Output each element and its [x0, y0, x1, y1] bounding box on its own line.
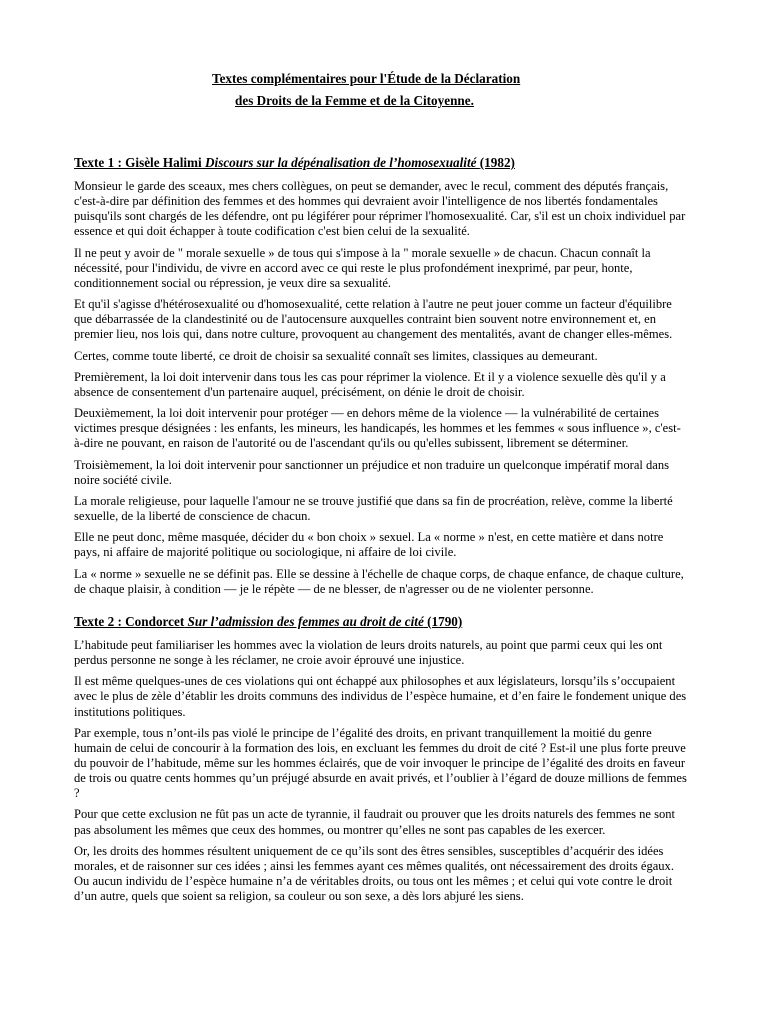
paragraph: Par exemple, tous n’ont-ils pas violé le principe de l’égalité des droits, en privant tranquillement la moitié du genre humain de celui de concourir à la formation des lois, en excluant les femmes du droit de cité ? Est-il une plus forte preuve du pouvoir de l’habitude, même sur les hommes éclairés, que de voir invoquer le principe de l’égalité des droits en faveur de trois ou quatre cents hommes qu’un préjugé absurde en avait privés, et l’oublier à l’égard de douze millions de femmes ? — [74, 725, 687, 801]
paragraph: Monsieur le garde des sceaux, mes chers collègues, on peut se demander, avec le recul, comment des députés français, c'est-à-dire par définition des femmes et des hommes qui devraient avoir l'intelligence de nos libertés fondamentales puisqu'ils sont chargés de les défendre, ont pu légiférer pour réprimer l'homosexualité. Car, s'il est un choix individuel par essence et qui doit échapper à toute codification c'est bien celui de la sexualité. — [74, 179, 686, 239]
paragraph: Troisièmement, la loi doit intervenir pour sanctionner un préjudice et non traduire un quelconque impératif moral dans noire société civile. — [74, 457, 670, 487]
paragraph: L’habitude peut familiariser les hommes avec la violation de leurs droits naturels, au point que parmi ceux qui les ont perdus personne ne songe à les réclamer, ne croie avoir éprouvé une injustice. — [74, 637, 663, 668]
document-title-line-1: Textes complémentaires pour l'Étude de la Déclaration — [212, 71, 521, 86]
paragraph: Elle ne peut donc, même masquée, décider du « bon choix » sexuel. La « norme » n'est, en cette matière et dans notre pays, ni affaire de majorité politique ou sociologique, ni affaire de loi civile. — [74, 530, 664, 560]
paragraph: Il est même quelques-unes de ces violations qui ont échappé aux philosophes et aux législateurs, lorsqu’ils s’occupaient avec le plus de zèle d’établir les droits communs des individus de l’espèce humaine, et d’en faire le fondement unique des institutions politiques. — [74, 674, 687, 719]
heading-work-title: Sur l’admission des femmes au droit de cité — [187, 613, 424, 629]
paragraph: Il ne peut y avoir de " morale sexuelle » de tous qui s'impose à la " morale sexuelle » de chacun. Chacun connaît la nécessité, pour l'individu, de vivre en accord avec ce qui reste le plus profondément inexprimé, par peur, honte, conditionnement social ou répression, je veux dire sa sexualité. — [74, 245, 651, 290]
paragraph: Certes, comme toute liberté, ce droit de choisir sa sexualité connaît ses limites, classiques au demeurant. — [74, 348, 598, 363]
section-heading — [74, 154, 690, 171]
heading-label: Texte 2 : Condorcet — [74, 613, 185, 629]
text-section-2 — [74, 613, 690, 904]
paragraph: La « norme » sexuelle ne se définit pas. Elle se dessine à l'échelle de chaque corps, de chaque enfance, de chaque culture, de chaque plaisir, à condition — je le répète — de ne blesser, de n'agresser ou de ne violenter personne. — [74, 566, 684, 596]
paragraph: Premièrement, la loi doit intervenir dans tous les cas pour réprimer la violence. Et il y a violence sexuelle dès qu'il y a absence de consentement d'un partenaire auquel, précisément, on dénie le droit de choisir. — [74, 369, 666, 399]
heading-year: (1982) — [479, 155, 515, 170]
document-body — [74, 154, 690, 910]
heading-label: Texte 1 : Gisèle Halimi — [74, 155, 202, 170]
paragraph: Deuxièmement, la loi doit intervenir pour protéger — en dehors même de la violence — la vulnérabilité de certaines victimes presque désignées : les enfants, les mineurs, les handicapés, les hommes et les femmes « sous influence », c'est-à-dire ne pouvant, en raison de l'autorité ou de l'ascendant qu'ils ou qu'elles subissent, librement se déterminer. — [74, 406, 681, 451]
paragraph: Et qu'il s'agisse d'hétérosexualité ou d'homosexualité, cette relation à l'autre ne peut jouer comme un facteur d'équilibre que débarrassée de la clandestinité ou de l'autocensure auxquelles contraint bien souvent notre environnement et, en premier lieu, nos lois qui, dans notre culture, provoquent au changement des mentalités, avant de changer elles-mêmes. — [74, 297, 673, 342]
heading-work-title: Discours sur la dépénalisation de l’homosexualité — [205, 155, 477, 170]
document-title-line-2: des Droits de la Femme et de la Citoyenne. — [235, 93, 474, 108]
paragraph: Pour que cette exclusion ne fût pas un acte de tyrannie, il faudrait ou prouver que les droits naturels des femmes ne sont pas absolument les mêmes que ceux des hommes, ou montrer qu’elles ne sont pas capables de les exercer. — [74, 807, 676, 837]
section-heading — [74, 613, 690, 630]
text-section-1 — [74, 154, 690, 597]
paragraph: Or, les droits des hommes résultent uniquement de ce qu’ils sont des êtres sensibles, susceptibles d’acquérir des idées morales, et de raisonner sur ces idées ; ainsi les femmes ayant ces mêmes qualités, ont nécessairement des droits égaux. Ou aucun individu de l’espèce humaine n’a de véritables droits, ou tous ont les mêmes ; et celui qui vote contre le droit d’un autre, quels que soient sa religion, sa couleur ou son sexe, a dès lors abjuré les siens. — [74, 843, 674, 904]
paragraph: La morale religieuse, pour laquelle l'amour ne se trouve justifié que dans sa fin de procréation, relève, comme la liberté sexuelle, de la liberté de conscience de chacun. — [74, 494, 673, 524]
heading-year: (1790) — [427, 613, 463, 629]
